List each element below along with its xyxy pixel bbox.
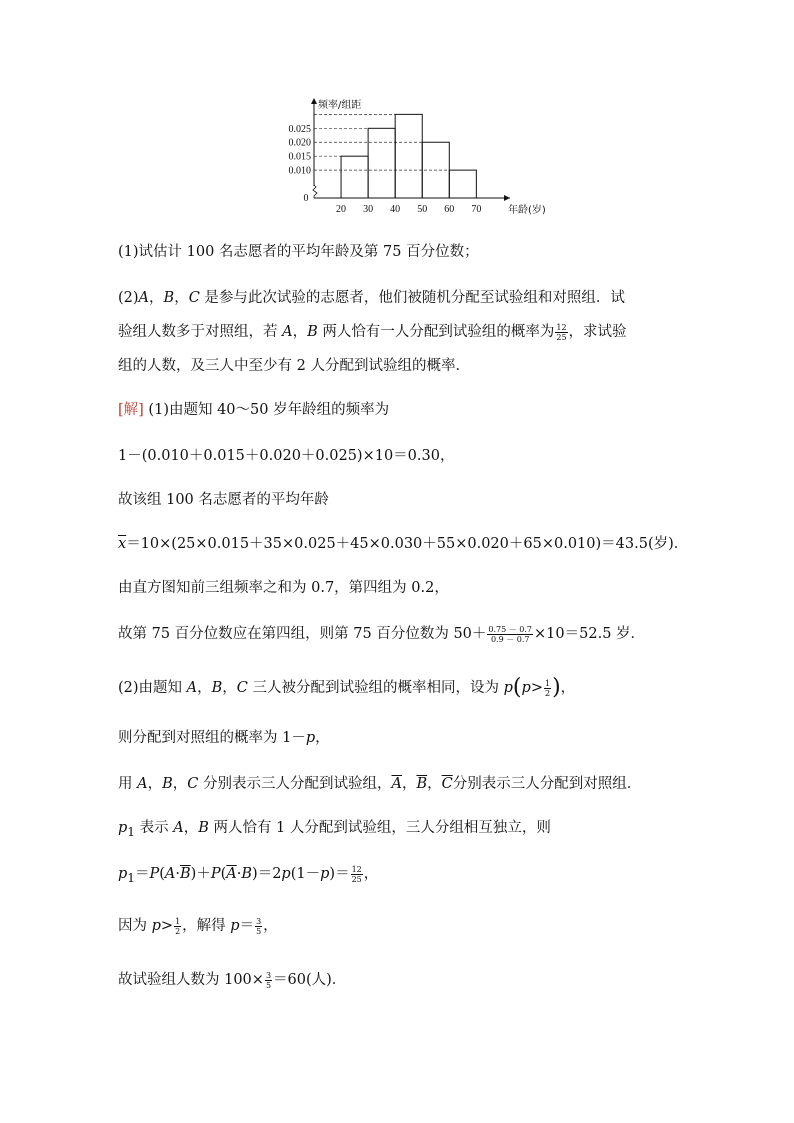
- fraction: [487, 625, 533, 644]
- text: 用: [118, 776, 138, 792]
- var-p: p: [503, 680, 513, 696]
- text: 分别表示三人分配到对照组．: [452, 776, 642, 792]
- text: 表示: [134, 820, 174, 836]
- text: ，: [363, 866, 379, 882]
- var-c: C: [187, 776, 199, 792]
- var-b: B: [163, 290, 175, 306]
- text: )＝: [329, 866, 350, 882]
- text: ，: [427, 776, 442, 792]
- solution-line-7: [118, 675, 576, 700]
- dot: ·: [236, 866, 242, 882]
- text: ×10＝52.5 岁．: [534, 626, 646, 642]
- var-P: P: [149, 866, 160, 882]
- text: (: [220, 866, 227, 882]
- var-a: A: [282, 324, 293, 340]
- x-axis-label: 年龄(岁): [508, 205, 546, 216]
- histogram-svg: [280, 94, 546, 219]
- var-b: B: [162, 776, 173, 792]
- axis-break: [313, 185, 317, 198]
- solution-line-5: 由直方图知前三组频率之和为 0.7，第四组为 0.2，: [118, 580, 449, 596]
- var-b: B: [307, 324, 318, 340]
- solution-line-4: [118, 534, 688, 554]
- var-p: p: [151, 918, 161, 934]
- var-a: A: [164, 866, 176, 882]
- text: ，: [197, 680, 212, 696]
- subscript: 1: [127, 870, 135, 885]
- fraction: [174, 917, 181, 936]
- var-a: A: [138, 290, 150, 306]
- text: 分别表示三人分配到试验组，: [198, 776, 392, 792]
- text: 两人恰有一人分配到试验组的概率为: [317, 324, 555, 340]
- histogram-bar: [368, 128, 395, 198]
- text: ，: [149, 290, 164, 306]
- y-tick-label: 0.025: [288, 123, 311, 135]
- numerator: 3: [265, 970, 272, 980]
- solution-line-11: [118, 864, 378, 888]
- gt-sign: >: [160, 918, 174, 934]
- solution-line-6: [118, 624, 645, 644]
- var-b: B: [241, 866, 253, 882]
- text: (2)由题知: [118, 680, 187, 696]
- text: 故试验组人数为 100×: [118, 972, 264, 988]
- paren-right: ): [552, 675, 561, 700]
- var-p: p: [305, 730, 316, 746]
- numerator: 1: [175, 916, 181, 926]
- var-c: C: [188, 290, 200, 306]
- text: 两人恰有 1 人分配到试验组，三人分组相互独立，则: [208, 820, 551, 836]
- text: 则分配到对照组的概率为 1－: [118, 730, 306, 746]
- text: ，: [222, 680, 237, 696]
- x-tick-label: 70: [471, 204, 482, 215]
- text: ，: [292, 324, 308, 340]
- denominator: 25: [556, 332, 567, 342]
- var-c-bar: $\overline{C}$: [441, 776, 453, 792]
- text: ，: [147, 776, 163, 792]
- solution-line-3: 故该组 100 名志愿者的平均年龄: [118, 492, 329, 508]
- question-2-line-3: 组的人数，及三人中至少有 2 人分配到试验组的概率．: [118, 358, 470, 374]
- var-a: A: [137, 776, 148, 792]
- y-tick-label: 0.015: [288, 151, 311, 163]
- histogram-bar: [395, 114, 422, 198]
- text: (1－: [290, 866, 321, 882]
- histogram-bar: [341, 156, 368, 198]
- y-tick-label: 0.020: [288, 137, 311, 149]
- text: )＝2: [252, 866, 282, 882]
- fraction: [351, 865, 363, 884]
- fraction: [544, 679, 551, 698]
- x-tick-label: 50: [417, 204, 428, 215]
- y-tick-label: 0.010: [288, 165, 311, 177]
- x-tick-label: 20: [336, 204, 347, 215]
- text: ＝60(人)．: [273, 972, 347, 988]
- fraction: [265, 971, 272, 990]
- var-a: A: [173, 820, 184, 836]
- question-2-line-2: [118, 322, 627, 342]
- var-b-bar: $\overline{B}$: [180, 866, 191, 882]
- origin-label: 0: [303, 193, 309, 204]
- solution-line-12: [118, 916, 278, 936]
- solution-line-13: [118, 970, 346, 990]
- x-tick-label: 40: [390, 204, 401, 215]
- var-a-bar: $\overline{A}$: [226, 866, 237, 882]
- text: ＝: [134, 866, 150, 882]
- var-p: p: [320, 866, 330, 882]
- text: (2): [118, 290, 139, 306]
- numerator: 12: [351, 864, 362, 874]
- x-tick-label: 60: [444, 204, 455, 215]
- denominator: 5: [265, 980, 272, 990]
- solution-line-2: 1－(0.010＋0.015＋0.020＋0.025)×10＝0.30，: [118, 448, 455, 464]
- text: 验组人数多于对照组，若: [118, 324, 283, 340]
- text: ，求试验: [568, 324, 627, 340]
- text: 因为: [118, 918, 152, 934]
- denominator: 2: [544, 688, 551, 698]
- dot: ·: [175, 866, 181, 882]
- text: 三人被分配到试验组的概率相同，设为: [247, 680, 504, 696]
- numerator: 0.75 － 0.7: [488, 624, 533, 634]
- text: ，解得: [182, 918, 231, 934]
- histogram-chart: [280, 94, 546, 219]
- question-2-line-1: [118, 288, 625, 308]
- solution-line-1: [118, 400, 389, 420]
- text: 是参与此次试验的志愿者，他们被随机分配至试验组和对照组．试: [199, 290, 625, 306]
- paren-left: (: [512, 675, 522, 700]
- text: (: [159, 866, 165, 882]
- denominator: 25: [351, 874, 362, 884]
- denominator: 0.9 － 0.7: [490, 634, 530, 644]
- var-p: p: [281, 866, 291, 882]
- var-b: B: [198, 820, 209, 836]
- histogram-bar: [449, 170, 476, 198]
- y-axis-arrow: [311, 98, 317, 104]
- text: (1)由题知 40～50 岁年龄组的频率为: [143, 402, 390, 418]
- text: ，: [315, 730, 330, 746]
- text: ，: [172, 776, 188, 792]
- denominator: 2: [175, 926, 181, 936]
- var-b-bar: $\overline{B}$: [416, 776, 428, 792]
- solution-label: [解]: [118, 402, 144, 418]
- var-p: p: [118, 820, 128, 836]
- var-c: C: [236, 680, 248, 696]
- var-b: B: [211, 680, 223, 696]
- numerator: 12: [556, 322, 567, 332]
- x-tick-label: 30: [363, 204, 374, 215]
- x-axis-arrow: [504, 195, 510, 201]
- solution-line-9: [118, 774, 641, 794]
- solution-line-8: [118, 728, 330, 748]
- question-1: (1)试估计 100 名志愿者的平均年龄及第 75 百分位数；: [118, 244, 479, 260]
- text: ，: [263, 918, 278, 934]
- var-a-bar: $\overline{A}$: [391, 776, 402, 792]
- text: ，: [174, 290, 189, 306]
- numerator: 1: [544, 678, 551, 688]
- subscript: 1: [127, 824, 135, 839]
- text: ，: [401, 776, 417, 792]
- text: ，: [560, 680, 576, 696]
- denominator: 5: [256, 926, 262, 936]
- y-axis-label: 频率/组距: [318, 100, 362, 111]
- var-p: p: [521, 680, 531, 696]
- text: 故第 75 百分位数应在第四组，则第 75 百分位数为 50＋: [118, 626, 487, 642]
- solution-line-10: [118, 818, 551, 842]
- var-P: P: [210, 866, 221, 882]
- var-p: p: [230, 918, 240, 934]
- text: ，: [183, 820, 199, 836]
- numerator: 3: [256, 916, 262, 926]
- text: )＋: [190, 866, 211, 882]
- fraction: [555, 323, 567, 342]
- var-p: p: [118, 866, 128, 882]
- x-bar: $\overline{x}$: [118, 536, 127, 552]
- fraction: [255, 917, 262, 936]
- gt-sign: >: [530, 680, 543, 696]
- text: ＝: [239, 918, 255, 934]
- text: ＝10×(25×0.015＋35×0.025＋45×0.030＋55×0.020＋65×0.010)＝43.5(岁)．: [126, 536, 689, 552]
- var-a: A: [186, 680, 198, 696]
